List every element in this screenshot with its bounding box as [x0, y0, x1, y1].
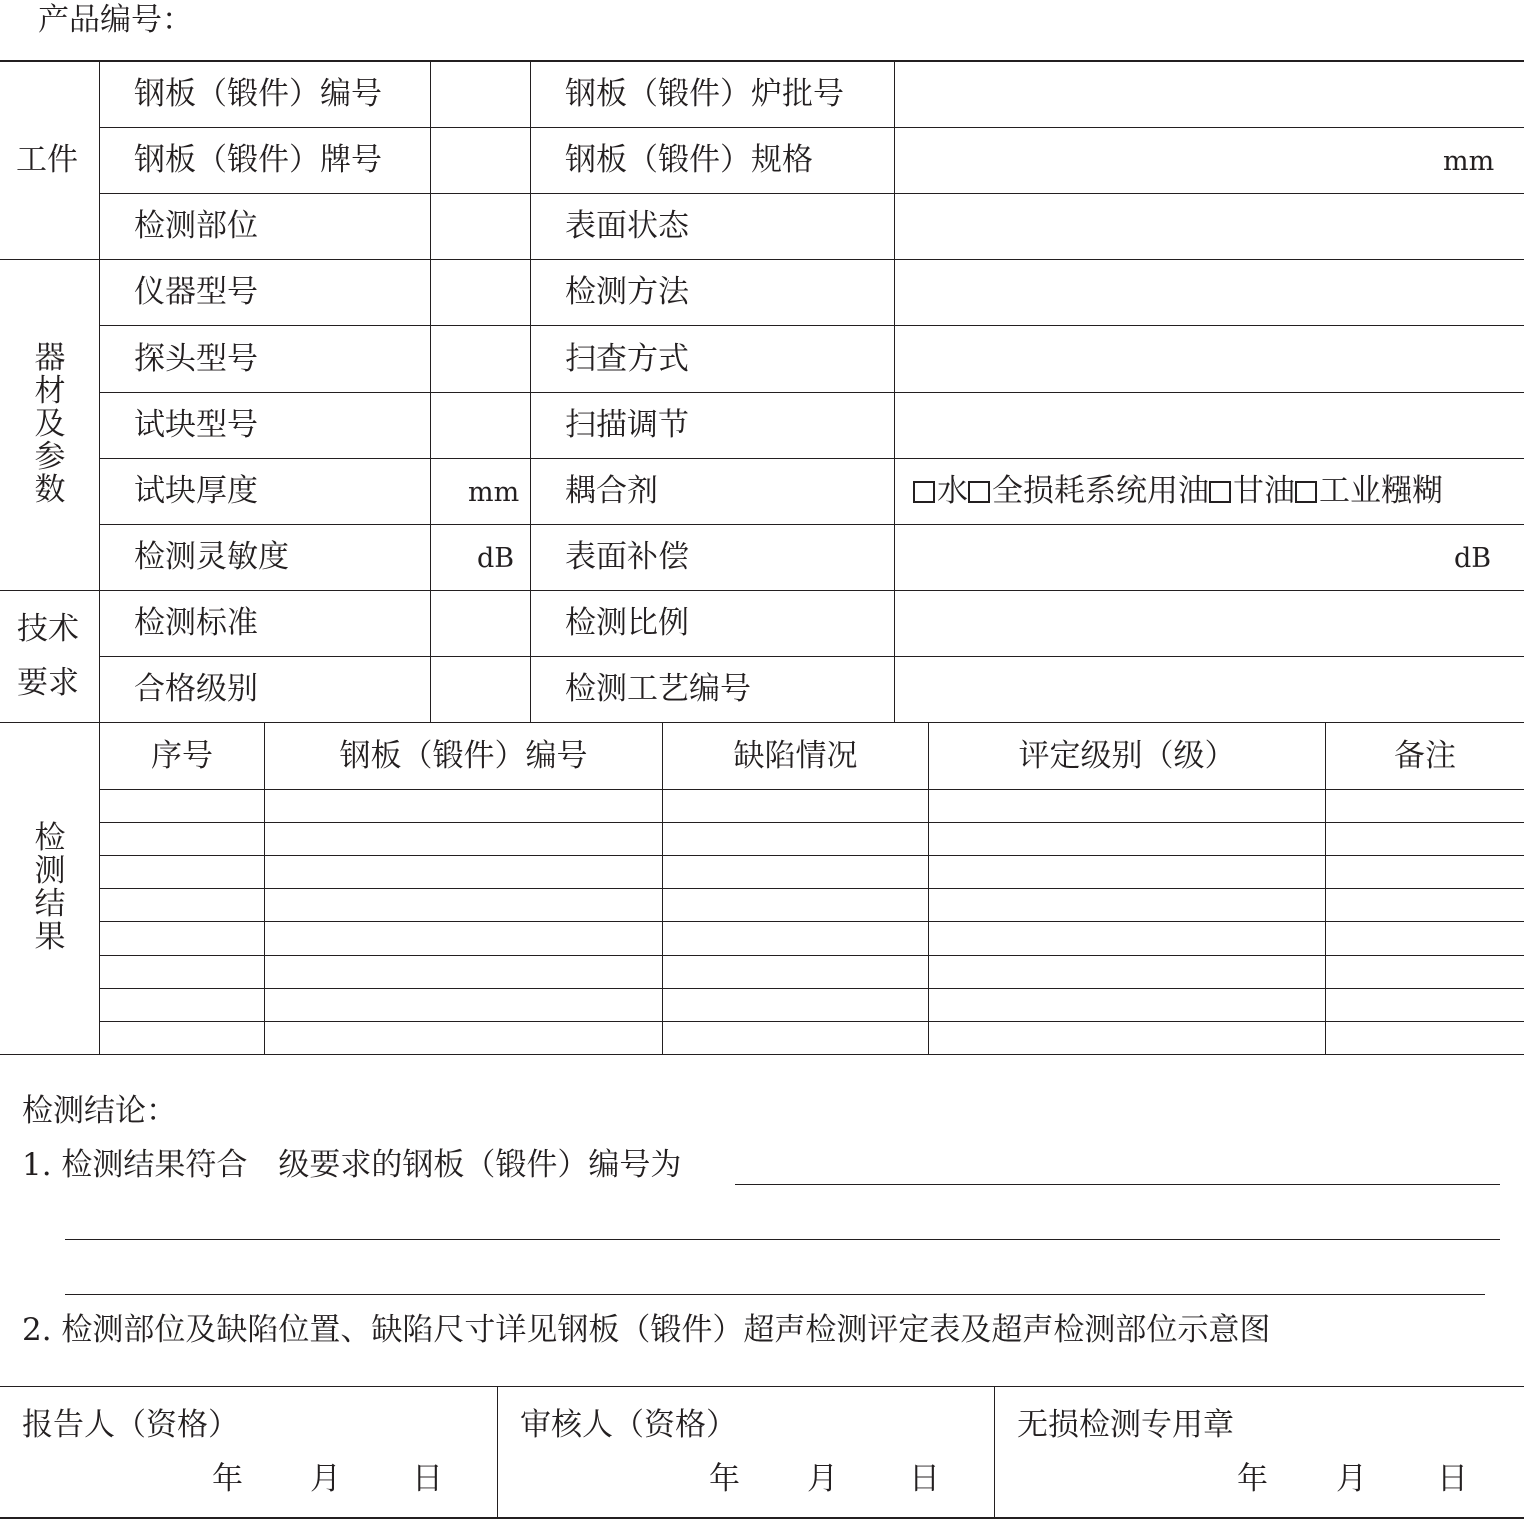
- label-procedure-no: 检测工艺编号: [565, 671, 751, 707]
- fill-line-1[interactable]: [735, 1184, 1500, 1185]
- results-row-line: [100, 921, 1524, 922]
- table-top-border: [0, 60, 1524, 62]
- results-row-line: [100, 888, 1524, 889]
- option-water: 水: [937, 473, 968, 509]
- label-spec: 钢板（锻件）规格: [565, 142, 813, 178]
- column-line: [894, 60, 895, 723]
- signature-stamp: 无损检测专用章: [1017, 1407, 1234, 1443]
- unit-sensitivity: dB: [477, 543, 515, 574]
- row-line: [100, 325, 1524, 326]
- reviewer-year: 年: [709, 1461, 740, 1497]
- label-scan-adjust: 扫描调节: [565, 407, 689, 443]
- label-surface-state: 表面状态: [565, 208, 689, 244]
- signature-reviewer: 审核人（资格）: [520, 1407, 737, 1443]
- label-block-thickness: 试块厚度: [134, 473, 258, 509]
- label-plate-no: 钢板（锻件）编号: [134, 76, 382, 112]
- option-glycerin: 甘油: [1233, 473, 1295, 509]
- unit-block-thickness: mm: [468, 477, 520, 508]
- label-heat-batch-no: 钢板（锻件）炉批号: [565, 76, 844, 112]
- label-acceptance-level: 合格级别: [134, 671, 258, 707]
- checkbox-glycerin[interactable]: [1209, 481, 1231, 503]
- label-test-method: 检测方法: [565, 274, 689, 310]
- label-test-location: 检测部位: [134, 208, 258, 244]
- results-header-grade: 评定级别（级）: [1018, 738, 1236, 774]
- row-line: [100, 392, 1524, 393]
- section-workpiece: 工件: [16, 142, 78, 178]
- label-sensitivity: 检测灵敏度: [134, 539, 289, 575]
- results-header-plate-no: 钢板（锻件）编号: [339, 738, 588, 774]
- fill-line-3[interactable]: [65, 1294, 1485, 1295]
- unit-surface-comp: dB: [1454, 543, 1492, 574]
- table-bottom-border: [0, 1054, 1524, 1055]
- signature-divider: [994, 1386, 995, 1518]
- results-row-line: [100, 855, 1524, 856]
- conclusion-item-2: 2. 检测部位及缺陷位置、缺陷尺寸详见钢板（锻件）超声检测评定表及超声检测部位示意图: [22, 1312, 1271, 1348]
- row-line: [100, 524, 1524, 525]
- signature-top-border: [0, 1386, 1524, 1387]
- results-header-line: [100, 789, 1524, 790]
- label-probe-model: 探头型号: [134, 341, 258, 377]
- row-line: [100, 193, 1524, 194]
- option-oil: 全损耗系统用油: [992, 473, 1209, 509]
- row-line: [100, 656, 1524, 657]
- checkbox-paste[interactable]: [1295, 481, 1317, 503]
- checkbox-water[interactable]: [913, 481, 935, 503]
- results-row-line: [100, 1021, 1524, 1022]
- label-surface-comp: 表面补偿: [565, 539, 689, 575]
- label-grade: 钢板（锻件）牌号: [134, 142, 382, 178]
- stamp-month: 月: [1336, 1461, 1367, 1497]
- section-results: 检测结果: [34, 820, 66, 955]
- conclusion-item-1: 1. 检测结果符合 级要求的钢板（锻件）编号为: [22, 1147, 682, 1183]
- label-scan-mode: 扫查方式: [565, 341, 689, 377]
- section-line: [0, 259, 1524, 260]
- reviewer-month: 月: [807, 1461, 838, 1497]
- label-test-standard: 检测标准: [134, 605, 258, 641]
- results-row-line: [100, 822, 1524, 823]
- results-header-remarks: 备注: [1394, 738, 1456, 774]
- reporter-year: 年: [212, 1461, 243, 1497]
- column-line: [530, 60, 531, 723]
- label-couplant: 耦合剂: [565, 473, 658, 509]
- section-line: [0, 722, 1524, 723]
- signature-reporter: 报告人（资格）: [22, 1407, 239, 1443]
- product-number-label: 产品编号：: [38, 2, 193, 38]
- section-equipment: 器材及参数: [34, 340, 66, 508]
- checkbox-oil[interactable]: [968, 481, 990, 503]
- stamp-year: 年: [1237, 1461, 1268, 1497]
- signature-divider: [497, 1386, 498, 1518]
- unit-spec: mm: [1443, 146, 1495, 177]
- label-instrument-model: 仪器型号: [134, 274, 258, 310]
- reporter-month: 月: [310, 1461, 341, 1497]
- results-row-line: [100, 955, 1524, 956]
- reporter-day: 日: [412, 1461, 443, 1497]
- fill-line-2[interactable]: [65, 1239, 1500, 1240]
- stamp-day: 日: [1437, 1461, 1468, 1497]
- label-test-ratio: 检测比例: [565, 605, 689, 641]
- label-block-model: 试块型号: [134, 407, 258, 443]
- section-tech-req-line1: 技术: [17, 611, 79, 647]
- section-tech-req-line2: 要求: [17, 665, 79, 701]
- row-line: [100, 458, 1524, 459]
- option-paste: 工业糨糊: [1319, 473, 1443, 509]
- section-column-line: [99, 60, 100, 1055]
- results-header-defects: 缺陷情况: [733, 738, 858, 774]
- row-line: [100, 127, 1524, 128]
- results-row-line: [100, 988, 1524, 989]
- conclusion-title: 检测结论：: [22, 1093, 177, 1129]
- section-line: [0, 590, 1524, 591]
- couplant-options: [913, 471, 1443, 511]
- signature-bottom-border: [0, 1517, 1524, 1519]
- results-header-seq: 序号: [151, 738, 213, 774]
- column-line: [430, 60, 431, 723]
- reviewer-day: 日: [909, 1461, 940, 1497]
